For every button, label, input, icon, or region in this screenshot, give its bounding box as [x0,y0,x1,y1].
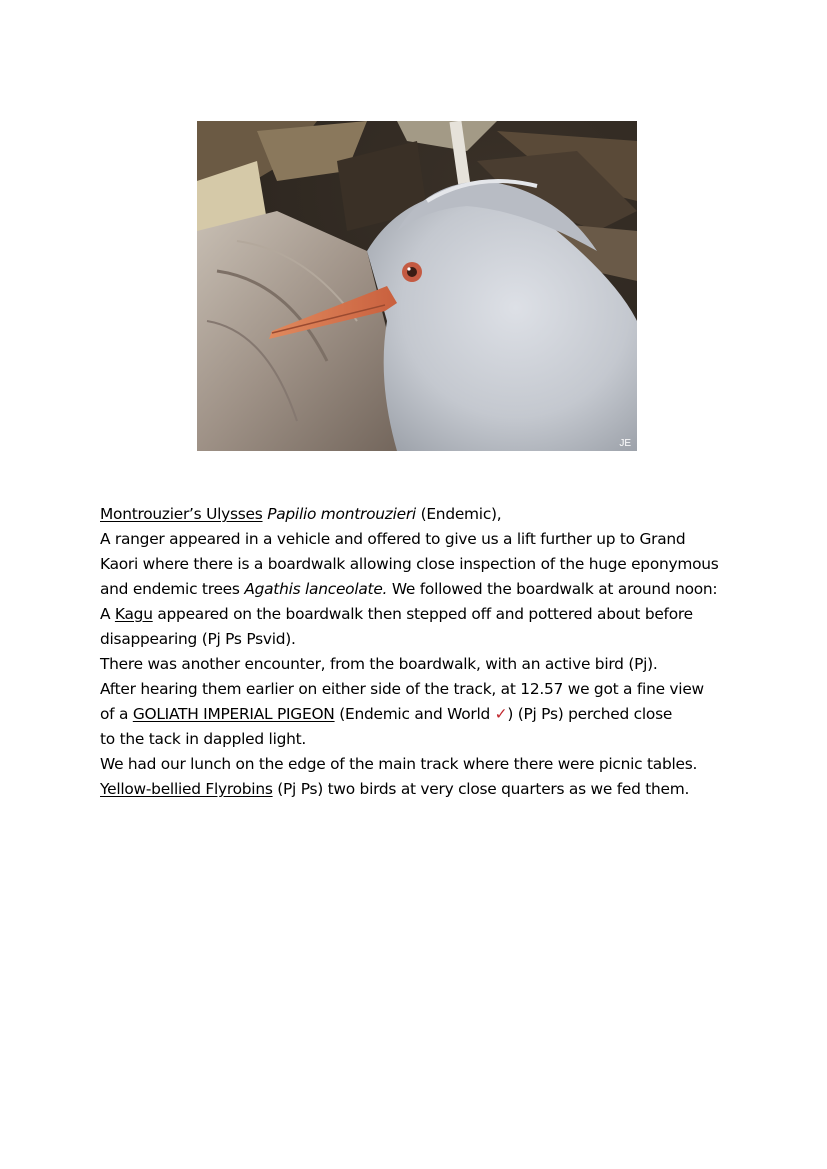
text-line: Kaori where there is a boardwalk allowing close inspection of the huge eponymous [100,555,719,573]
text-line [100,577,740,602]
bird-name: Kagu [114,605,153,623]
latin-name: Agathis lanceolate. [244,580,388,598]
text-line [100,602,740,627]
text-line: We had our lunch on the edge of the main track where there were picnic tables. [100,755,698,773]
text-line: After hearing them earlier on either side of the track, at 12.57 we got a fine view [100,680,704,698]
text-span: ) (Pj Ps) perched close [507,705,673,723]
text-span: (Endemic and World [334,705,495,723]
bird-name: GOLIATH IMPERIAL PIGEON [132,705,335,723]
text-span: (Pj Ps) two birds at very close quarters as we fed them. [272,780,690,798]
journal-text [100,502,740,802]
text-line: to the tack in dappled light. [100,730,307,748]
text-span: We followed the boardwalk at around noon: [387,580,718,598]
text-line: There was another encounter, from the boardwalk, with an active bird (Pj). [100,655,658,673]
text-span: and endemic trees [100,580,245,598]
bird-name: Yellow-bellied Flyrobins [100,780,273,798]
check-icon: ✓ [494,705,508,723]
latin-name: Papilio montrouzieri [267,505,416,523]
text-line [100,702,740,727]
text-line [100,777,740,802]
text-span: (Endemic), [415,505,502,523]
text-span: A [100,605,115,623]
text-line [100,502,740,527]
text-span: of a [100,705,133,723]
kagu-photo [197,121,637,451]
text-span: appeared on the boardwalk then stepped off and pottered about before [152,605,693,623]
photo-credit: JE [619,438,631,449]
text-line: disappearing (Pj Ps Psvid). [100,630,296,648]
species-name: Montrouzier’s Ulysses [100,505,263,523]
text-line: A ranger appeared in a vehicle and offered to give us a lift further up to Grand [100,530,686,548]
